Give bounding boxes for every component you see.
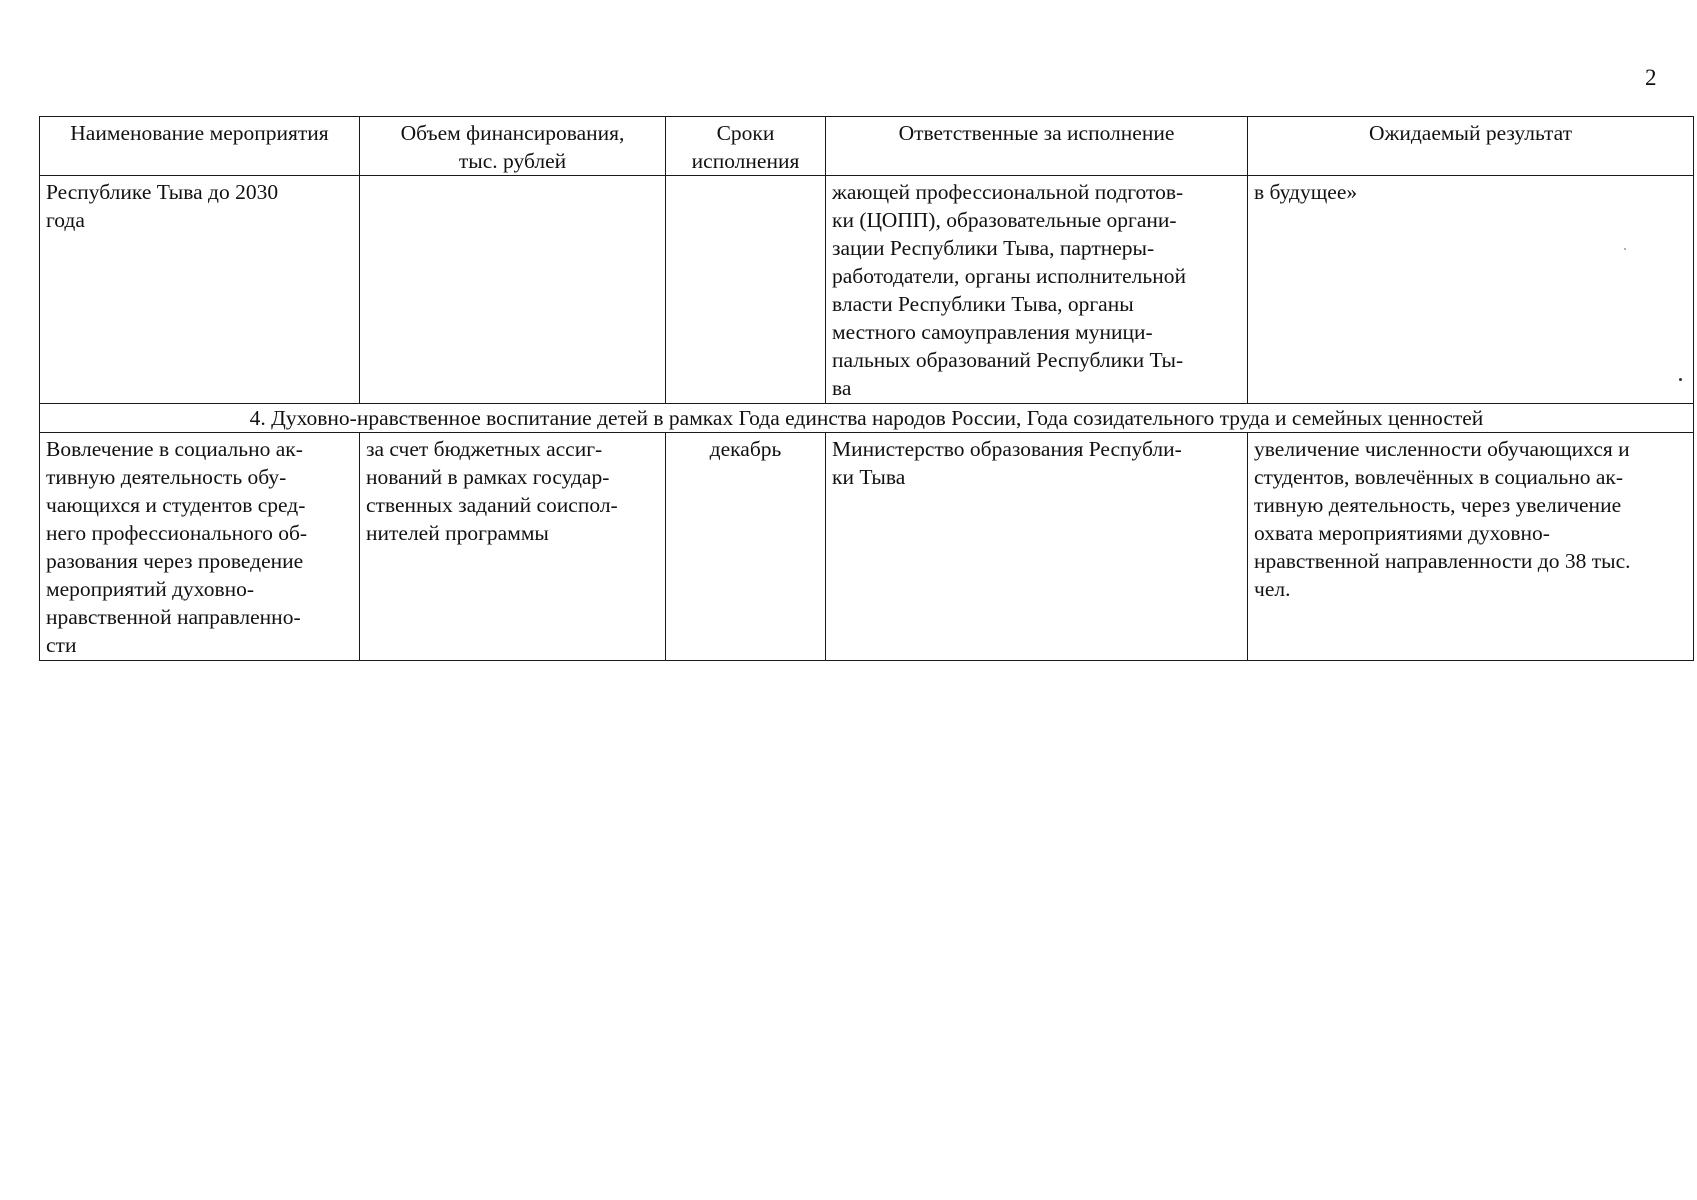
text-line: работодатели, органы исполнительной bbox=[832, 264, 1186, 288]
cell-activity-name bbox=[40, 176, 360, 404]
text-line: Наименование мероприятия bbox=[70, 121, 329, 145]
text-line: тивную деятельность обу- bbox=[46, 465, 287, 489]
text-line: ственных заданий соиспол- bbox=[366, 493, 618, 517]
text-line: чающихся и студентов сред- bbox=[46, 493, 306, 517]
text-line: зации Республики Тыва, партнеры- bbox=[832, 236, 1155, 260]
scan-speck bbox=[1624, 248, 1626, 250]
table-row bbox=[40, 433, 1694, 661]
text-line: Сроки bbox=[716, 121, 775, 145]
text-line: нравственной направленности до 38 тыс. bbox=[1254, 549, 1631, 573]
text-line: Вовлечение в социально ак- bbox=[46, 437, 303, 461]
text-line: студентов, вовлечённых в социально ак- bbox=[1254, 465, 1623, 489]
text-line: пальных образований Республики Ты- bbox=[832, 348, 1184, 372]
text-line: жающей профессиональной подготов- bbox=[832, 180, 1184, 204]
header-activity-name bbox=[40, 117, 360, 176]
cell-activity-name bbox=[40, 433, 360, 661]
activities-table bbox=[39, 116, 1694, 661]
text-line: увеличение численности обучающихся и bbox=[1254, 437, 1630, 461]
text-line: чел. bbox=[1254, 577, 1291, 601]
page-number: 2 bbox=[1645, 65, 1657, 90]
text-line: него профессионального об- bbox=[46, 521, 308, 545]
text-line: Объем финансирования, bbox=[400, 121, 625, 145]
text-line: нований в рамках государ- bbox=[366, 465, 610, 489]
text-line: в будущее» bbox=[1254, 180, 1358, 204]
section-heading: 4. Духовно-нравственное воспитание детей в рамках Года единства народов России, Года созидательного труда и семейных ценностей bbox=[40, 404, 1694, 433]
cell-funding bbox=[360, 433, 666, 661]
text-line: декабрь bbox=[709, 437, 782, 461]
text-line: ки (ЦОПП), образовательные органи- bbox=[832, 208, 1177, 232]
cell-expected-result bbox=[1248, 433, 1694, 661]
text-line: местного самоуправления муници- bbox=[832, 320, 1153, 344]
text-line: разования через проведение bbox=[46, 549, 304, 573]
table-row bbox=[40, 176, 1694, 404]
cell-deadline bbox=[666, 176, 826, 404]
text-line: тивную деятельность, через увеличение bbox=[1254, 493, 1622, 517]
text-line: Ответственные за исполнение bbox=[898, 121, 1175, 145]
cell-deadline bbox=[666, 433, 826, 661]
scan-speck bbox=[1679, 378, 1682, 381]
text-line: ки Тыва bbox=[832, 465, 906, 489]
text-line: года bbox=[46, 208, 85, 232]
text-line: власти Республики Тыва, органы bbox=[832, 292, 1134, 316]
header-responsible bbox=[826, 117, 1248, 176]
text-line: исполнения bbox=[691, 149, 800, 173]
text-line: Ожидаемый результат bbox=[1368, 121, 1572, 145]
cell-funding bbox=[360, 176, 666, 404]
text-line: нравственной направленно- bbox=[46, 605, 301, 629]
cell-responsible bbox=[826, 176, 1248, 404]
text-line: ва bbox=[832, 376, 852, 400]
table-header-row bbox=[40, 117, 1694, 176]
text-line: сти bbox=[46, 633, 77, 657]
header-deadline bbox=[666, 117, 826, 176]
section-heading-row bbox=[40, 404, 1694, 433]
cell-responsible bbox=[826, 433, 1248, 661]
cell-expected-result bbox=[1248, 176, 1694, 404]
text-line: охвата мероприятиями духовно- bbox=[1254, 521, 1550, 545]
text-line: тыс. рублей bbox=[458, 149, 567, 173]
text-line: мероприятий духовно- bbox=[46, 577, 255, 601]
header-expected-result bbox=[1248, 117, 1694, 176]
text-line: Министерство образования Республи- bbox=[832, 437, 1182, 461]
text-line: Республике Тыва до 2030 bbox=[46, 180, 279, 204]
header-funding bbox=[360, 117, 666, 176]
text-line: нителей программы bbox=[366, 521, 549, 545]
text-line: за счет бюджетных ассиг- bbox=[366, 437, 603, 461]
